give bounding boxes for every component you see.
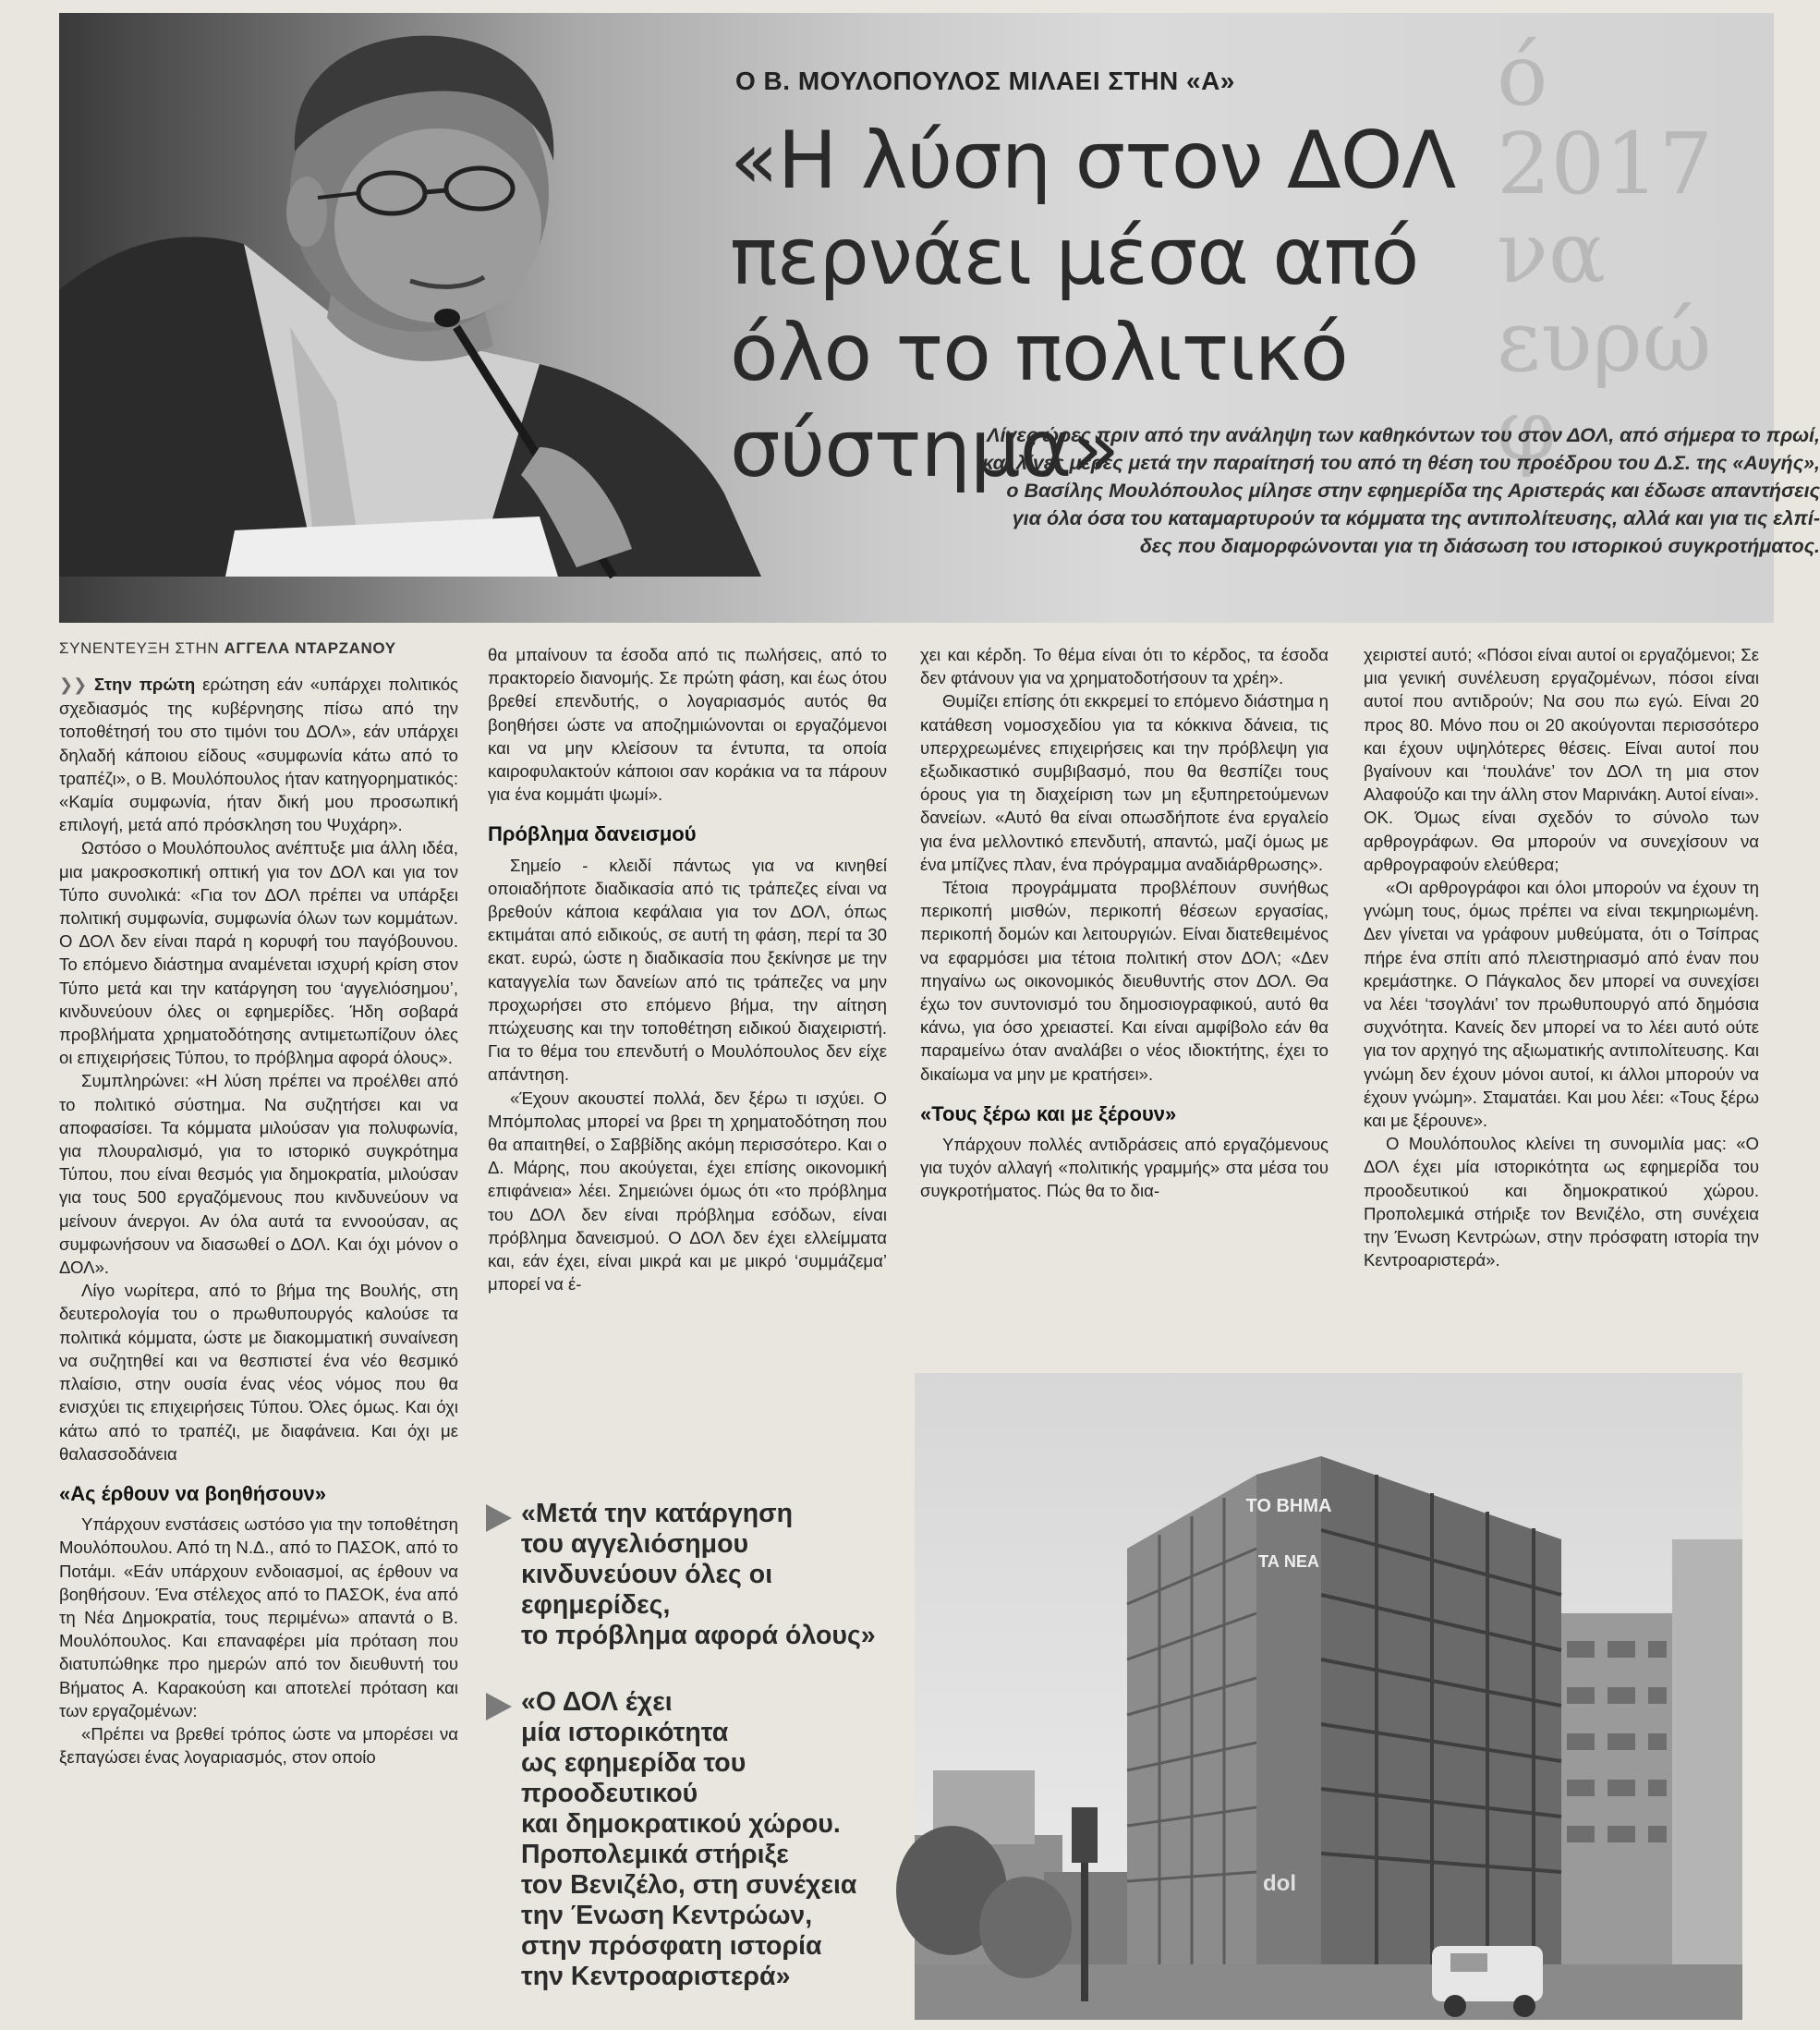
paragraph: ❯❯ Στην πρώτη ερώτηση εάν «υπάρχει πολιτικός σχεδιασμός της κυβέρνησης πίσω από την τοποθέτησή του στο τιμόνι του ΔΟΛ», εάν υπάρχει δηλαδή κάποιου είδους «συμφωνία κάτω από το τραπέζι», ο Β. Μουλόπουλος ήταν κατηγορηματικός: «Καμία συμφωνία, ήταν δική μου προσωπική επιλογή, μετά από πρόσκληση του Ψυχάρη».: [59, 675, 458, 835]
double-chevron-icon: ❯❯: [59, 675, 88, 694]
sign-to-vima: ΤΟ ΒΗΜΑ: [1245, 1496, 1332, 1516]
headline-line: περνάει μέσα από: [730, 211, 1419, 303]
paragraph: χειριστεί αυτό; «Πόσοι είναι αυτοί οι εργαζόμενοι; Σε μια γενική συνέλευση εργαζομένων, πόσοι είναι αυτοί που αντιδρούν; Να σου πω εγώ. Είναι 20 προς 80. Μόνο που οι 20 ακούγονται περισσότερο και έχουν υψηλότερες θέσεις. Είναι αυτοί που βγαίνουν και ‘πουλάνε’ τον ΔΟΛ τη μια στον Αλαφούζο και την άλλη στον Μαρινάκη. Αυτοί είναι». ΟΚ. Όμως είναι σχεδόν το σύνολο των αρθρογράφων. Θα μπορούν να συνεχίσουν να αρθρογραφούν ελεύθερα;: [1364, 645, 1760, 874]
play-triangle-icon: [482, 1691, 514, 1722]
paragraph: «Έχουν ακουστεί πολλά, δεν ξέρω τι ισχύει. Ο Μπόμπολας μπορεί να βρει τη χρηματοδότηση που θα απαιτηθεί, ο Σαββίδης ακόμη περισσότερο. Και ο Δ. Μάρης, που ακούγεται, έχει επίσης οικονομική επιφάνεια» λέει. Σημειώνει όμως ότι «το πρόβλημα του ΔΟΛ δεν είναι πρόβλημα εσόδων, είναι πρόβλημα δανεισμού. Ο ΔΟΛ δεν έχει ελλείμματα και, εάν έχει, είναι μικρά και με μικρό ‘συμμάζεμα’ μπορεί να έ-: [488, 1088, 887, 1295]
paragraph: Τέτοια προγράμματα προβλέπουν συνήθως περικοπή μισθών, περικοπή θέσεων εργασίας, περικοπή δομών και λειτουργιών. Είναι διατεθειμένος να εφαρμόσει μια τέτοια πολιτική στον ΔΟΛ; «Δεν πηγαίνω ως οικονομικός διευθυντής στον ΔΟΛ. Θα έχω τον συντονισμό του δημοσιογραφικού, αυτό θα κάνω, για όσο χρειαστεί. Και είναι αμφίβολο εάν θα παραμείνω όταν αναλάβει ο νέος ιδιοκτήτης, έχει το δικαίωμα να μην με κρατήσει».: [920, 878, 1329, 1084]
paragraph: Σημείο - κλειδί πάντως για να κινηθεί οποιαδήποτε διαδικασία από τις τράπεζες είναι να βρεθούν κάποια κεφάλαια για τον ΔΟΛ, όπως εκτιμάται από ειδικούς, σε αυτή τη φάση, περί τα 30 εκατ. ευρώ, ώστε η διαδικασία που ξεκίνησε με την καταγγελία των δανείων από τις τράπεζες να μην προχωρήσει στο επόμενο βήμα, την αίτηση πτώχευσης και την τοποθέτηση ειδικού διαχειριστή. Για το θέμα του επενδυτή ο Μουλόπουλος δεν είχε απάντηση.: [488, 855, 887, 1085]
paragraph: Υπάρχουν ενστάσεις ωστόσο για την τοποθέτηση Μουλόπουλου. Από τη Ν.Δ., από το ΠΑΣΟΚ, από το Ποτάμι. «Εάν υπάρχουν ενδοιασμοί, ας έρθουν να βοηθήσουν. Ένα στέλεχος από το ΠΑΣΟΚ, ένα από τη Νέα Δημοκρατία, τους περιμένω» απαντά ο Β. Μουλόπουλος. Και επαναφέρει μία πρόταση που διατυπώθηκε προ ημερών από τον διευθυντή του Βήματος Α. Καρακούση και αποτελεί πρόταση και των εργαζομένων:: [59, 1514, 458, 1720]
sign-ta-nea: ΤΑ ΝΕΑ: [1258, 1552, 1319, 1571]
article-column-2: [488, 643, 887, 1295]
paragraph: Υπάρχουν πολλές αντιδράσεις από εργαζόμενους για τυχόν αλλαγή «πολιτικής γραμμής» στα μέσα του συγκροτήματος. Πώς θα το δια-: [920, 1135, 1329, 1201]
lede: Λίγες ώρες πριν από την ανάληψη των καθηκόντων του στον ΔΟΛ, από σήμερα το πρωί, και λίγες μέρες μετά την παραίτησή του από τη θέση του προέδρου του Δ.Σ. της «Αυγής», ο Βασίλης Μουλόπουλος μίλησε στην εφημερίδα της Αριστεράς και έδωσε απαντήσεις για όλα όσα του καταμαρτυρούν τα κόμματα της αντιπολίτευσης, αλλά και για τις ελπί- δες που διαμορφώνονται για τη διάσωση του ιστορικού συγκροτήματος.: [982, 424, 1820, 557]
byline: ΣΥΝΕΝΤΕΥΞΗ ΣΤΗΝ ΑΓΓΕΛΑ ΝΤΑΡΖΑΝΟΥ: [59, 639, 396, 657]
play-triangle-icon: [482, 1502, 514, 1534]
author-name: ΑΓΓΕΛΑ ΝΤΑΡΖΑΝΟΥ: [224, 639, 396, 657]
paragraph: «Πρέπει να βρεθεί τρόπος ώστε να μπορέσει να ξεπαγώσει ένας λογαριασμός, στον οποίο: [59, 1723, 458, 1768]
subheading: «Τους ξέρω και με ξέρουν»: [920, 1101, 1177, 1125]
article-column-4: [1364, 643, 1759, 1271]
pull-quote-2: «Ο ΔΟΛ έχει μία ιστορικότητα ως εφημερίδα του προοδευτικού και δημοκρατικού χώρου. Προπολεμικά στήριξε τον Βενιζέλο, στη συνέχεια την Ένωση Κεντρώων, στην πρόσφατη ιστορία την Κεντροαριστερά»: [521, 1687, 909, 1992]
dol-logo: dol: [1263, 1871, 1296, 1896]
building-photo: [915, 1373, 1742, 2020]
paragraph: Θυμίζει επίσης ότι εκκρεμεί το επόμενο διάστημα η κατάθεση νομοσχεδίου για τα κόκκινα δάνεια, τις υπερχρεωμένες επιχειρήσεις και την πρόβλεψη για εξωδικαστικό συμβιβασμό, που θα θεσπίζει τους όρους για τη διαχείριση των μη εξυπηρετούμενων δανείων. «Αυτό θα είναι οπωσδήποτε ένα εργαλείο για ένα μελλοντικό επενδυτή, απαντώ, μαζί όμως με ένα μπίζνες πλαν, ένα πρόγραμμα αναδιάρθρωσης».: [920, 691, 1329, 874]
ghost-text: ό 2017 να ευρώ φ: [1497, 26, 1714, 480]
paragraph: Λίγο νωρίτερα, από το βήμα της Βουλής, στη δευτερολογία του ο πρωθυπουργός καλούσε τα πολιτικά κόμματα, ώστε με διακομματική συναίνεση να συζητηθεί και να θεσπιστεί ένα νέο θεσμικό πλαίσιο, στην ουσία ένας νέος νόμος που θα ενισχύει τις επιχειρήσεις Τύπου. Όλες όμως. Και όχι κάτω από το τραπέζι, με διαφάνεια. Και όχι με θαλασσοδάνεια: [59, 1281, 458, 1464]
subheading: «Ας έρθουν να βοηθήσουν»: [59, 1481, 326, 1505]
subheading: Πρόβλημα δανεισμού: [488, 822, 697, 846]
pull-quote-1: «Μετά την κατάργηση του αγγελιόσημου κινδυνεύουν όλες οι εφημερίδες, το πρόβλημα αφορά όλους»: [521, 1499, 909, 1651]
paragraph: Ο Μουλόπουλος κλείνει τη συνομιλία μας: «Ο ΔΟΛ έχει μία ιστορικότητα ως εφημερίδα του προοδευτικού και δημοκρατικού χώρου. Προπολεμικά στήριξε τον Βενιζέλο, στη συνέχεια την Ένωση Κεντρώων, στην πρόσφατη ιστορία την Κεντροαριστερά».: [1364, 1134, 1759, 1270]
paragraph: θα μπαίνουν τα έσοδα από τις πωλήσεις, από το πρακτορείο διανομής. Σε πρώτη φάση, και έως ότου βρεθεί επενδυτής, ο λογαριασμός αυτός θα βοηθήσει ώστε να αποζημιώνονται οι εργαζόμενοι και να μην κλείσουν τα έντυπα, τα οποία καιροφυλακτούν κάποιοι σαν κοράκια να τα πάρουν για ένα κομμάτι ψωμί».: [488, 645, 887, 805]
headline-line: όλο το πολιτικό σύστημα»: [730, 307, 1348, 495]
article-column-1: [59, 673, 458, 1769]
kicker: Ο Β. ΜΟΥΛΟΠΟΥΛΟΣ ΜΙΛΑΕΙ ΣΤΗΝ «Α»: [735, 67, 1235, 95]
article-column-3: [920, 643, 1329, 1203]
paragraph: Ωστόσο ο Μουλόπουλος ανέπτυξε μια άλλη ιδέα, μια μακροσκοπική οπτική για τον ΔΟΛ και για τον Τύπο συνολικά: «Για τον ΔΟΛ πρέπει να υπάρξει πολιτική συμφωνία, συμφωνία όλων των κομμάτων. Ο ΔΟΛ δεν είναι παρά η κορυφή του παγόβουνου. Το επόμενο διάστημα αναμένεται ισχυρή κρίση στον Τύπο μετά και την κατάργηση του ‘αγγελιόσημου’, κινδυνεύουν όλες οι εφημερίδες. Ήδη σοβαρά προβλήματα χρηματοδότησης αντιμετωπίζουν όλες οι επιχειρήσεις Τύπου, το πρόβλημα αφορά όλους».: [59, 838, 458, 1068]
paragraph: χει και κέρδη. Το θέμα είναι ότι το κέρδος, τα έσοδα δεν φτάνουν για να χρηματοδοτήσουν τα χρέη».: [920, 645, 1329, 688]
paragraph: Συμπληρώνει: «Η λύση πρέπει να προέλθει από το πολιτικό σύστημα. Να συζητήσει και να αποφασίσει. Τα κόμματα μιλούσαν για πολυφωνία, για πλουραλισμό, για το ιστορικό συγκρότημα Τύπου, που είναι θεσμός για δημοκρατία, μιλούσαν για τους 500 εργαζόμενους που κινδυνεύουν να μείνουν άνεργοι. Αν όλα αυτά τα εννοούσαν, ας συμφωνήσουν να διασωθεί ο ΔΟΛ. Και όχι μόνον ο ΔΟΛ».: [59, 1071, 458, 1278]
paragraph: «Οι αρθρογράφοι και όλοι μπορούν να έχουν τη γνώμη τους, όμως πρέπει να είναι τεκμηριωμένη. Δεν γίνεται να γράφουν μυθεύματα, ότι ο Τσίπρας πήρε ένα σπίτι από πλειστηριασμό από έναν που κρεμάστηκε. Ο Πάγκαλος δεν μπορεί να συνεχίσει να λέει ‘τσογλάνι’ τον πρωθυπουργό από δημόσια συχνότητα. Κανείς δεν μπορεί να το λέει αυτό ούτε για τον αρχηγό της αξιωματικής αντιπολίτευσης. Και γνώμη δεν έχουν μόνοι αυτοί, κι άλλοι μπορούν να έχουν γνώμη». Σταματάει. Και μου λέει: «Τους ξέρω και με ξέρουνε».: [1364, 878, 1759, 1131]
headline-line: «Η λύση στον ΔΟΛ: [730, 115, 1456, 207]
